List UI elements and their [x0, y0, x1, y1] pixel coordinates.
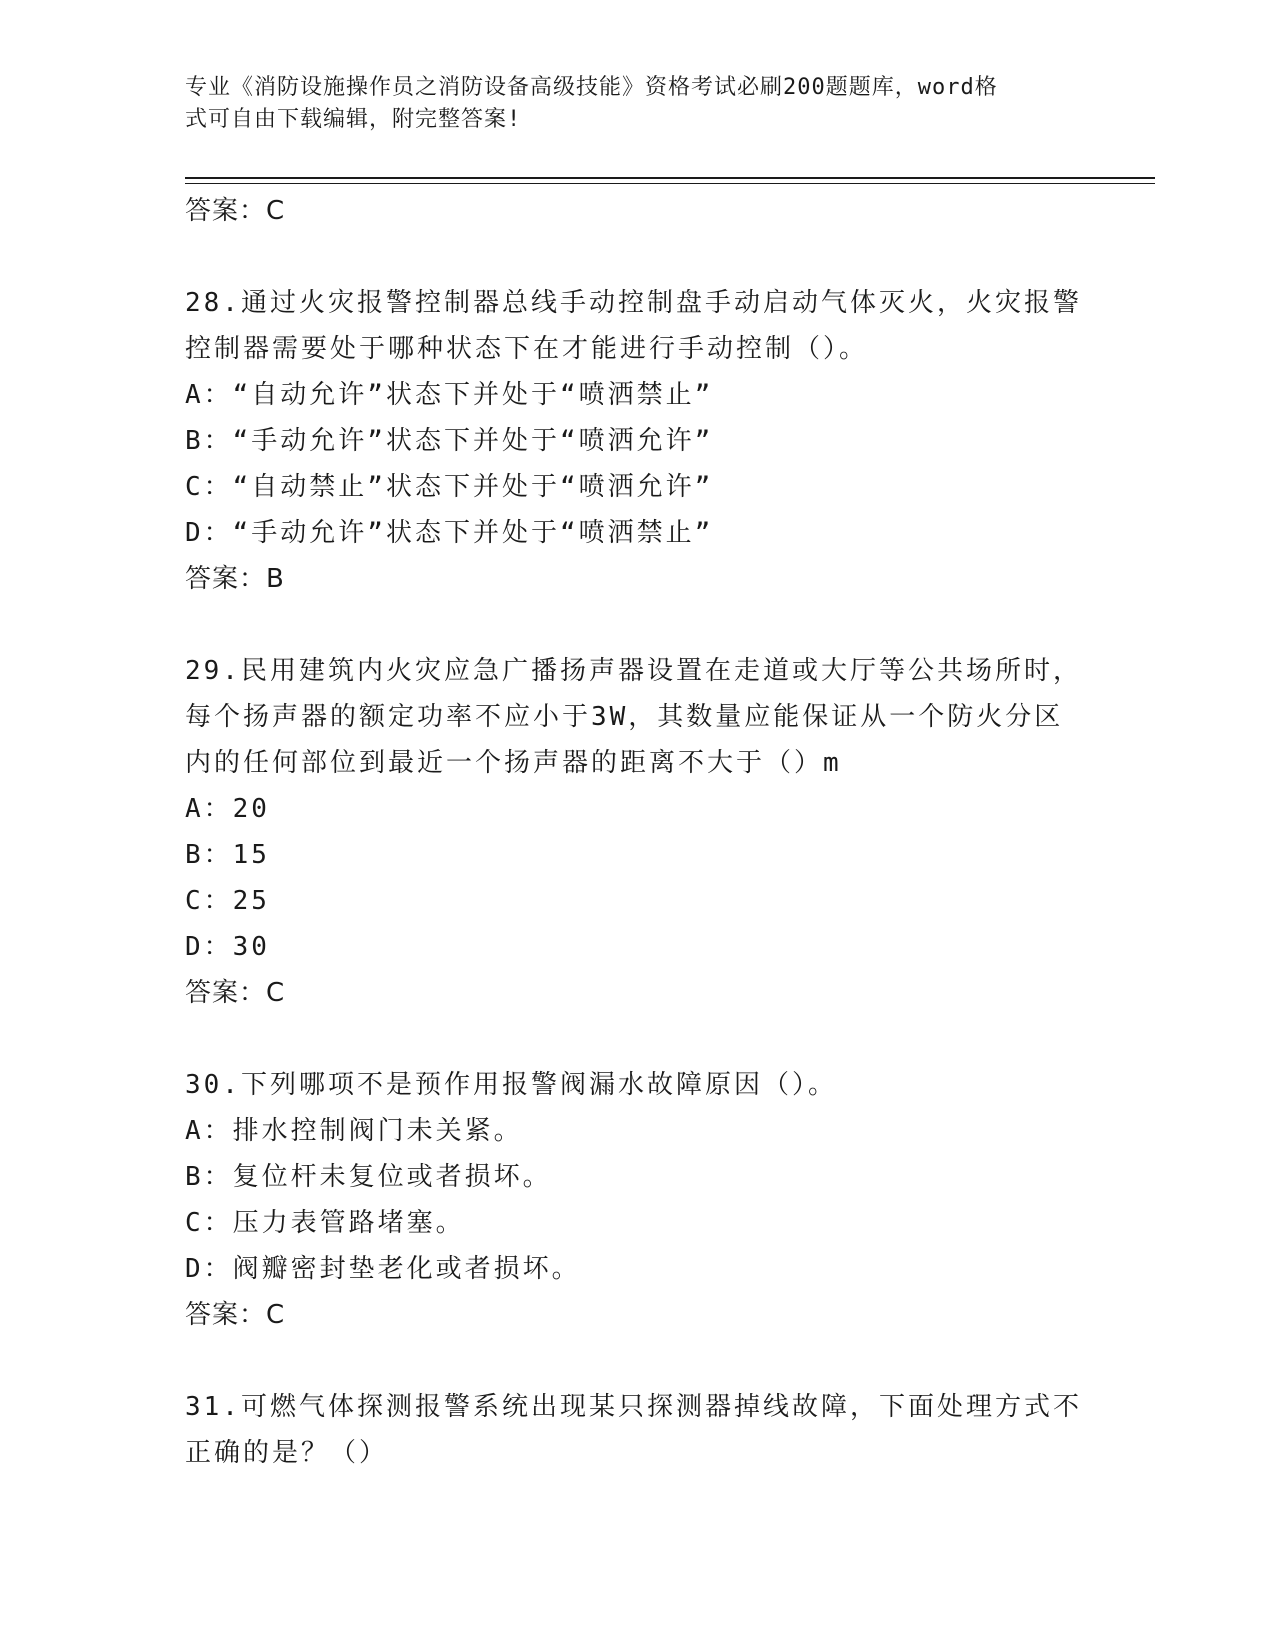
option-b: B：“手动允许”状态下并处于“喷洒允许” [185, 426, 714, 456]
question-stem-line: 28.通过火灾报警控制器总线手动控制盘手动启动气体灭火，火灾报警 [185, 288, 1082, 318]
answer: 答案：B [185, 564, 285, 594]
question-stem-line: 内的任何部位到最近一个扬声器的距离不大于（）m [185, 748, 842, 778]
option-a: A：“自动允许”状态下并处于“喷洒禁止” [185, 380, 714, 410]
header-line-2: 式可自由下载编辑，附完整答案! [185, 107, 522, 132]
spacer [185, 1016, 1155, 1062]
question-stem-line: 30.下列哪项不是预作用报警阀漏水故障原因（）。 [185, 1070, 837, 1100]
spacer [185, 602, 1155, 648]
document-page [185, 0, 1155, 1650]
document-header [185, 72, 1085, 136]
question-stem-line: 每个扬声器的额定功率不应小于3W，其数量应能保证从一个防火分区 [185, 702, 1064, 732]
question-30 [185, 1062, 1155, 1338]
answer: 答案：C [185, 1300, 286, 1330]
question-28 [185, 280, 1155, 602]
previous-answer: 答案：C [185, 196, 286, 226]
option-c: C：25 [185, 886, 270, 916]
question-29 [185, 648, 1155, 1016]
option-b: B：15 [185, 840, 270, 870]
option-a: A：20 [185, 794, 270, 824]
header-divider-thick [185, 177, 1155, 179]
spacer [185, 1338, 1155, 1384]
spacer [185, 234, 1155, 280]
answer: 答案：C [185, 978, 286, 1008]
option-c: C：压力表管路堵塞。 [185, 1208, 465, 1238]
header-line-1: 专业《消防设施操作员之消防设备高级技能》资格考试必刷200题题库，word格 [185, 75, 998, 100]
option-d: D：“手动允许”状态下并处于“喷洒禁止” [185, 518, 714, 548]
option-d: D：阀瓣密封垫老化或者损坏。 [185, 1254, 581, 1284]
question-stem-line: 控制器需要处于哪种状态下在才能进行手动控制（）。 [185, 334, 869, 364]
option-d: D：30 [185, 932, 270, 962]
option-b: B：复位杆未复位或者损坏。 [185, 1162, 552, 1192]
question-stem-line: 31.可燃气体探测报警系统出现某只探测器掉线故障，下面处理方式不 [185, 1392, 1082, 1422]
question-stem-line: 正确的是？（） [185, 1438, 389, 1468]
header-divider-thin [185, 183, 1155, 184]
option-a: A：排水控制阀门未关紧。 [185, 1116, 523, 1146]
option-c: C：“自动禁止”状态下并处于“喷洒允许” [185, 472, 714, 502]
document-body [185, 188, 1155, 1476]
question-stem-line: 29.民用建筑内火灾应急广播扬声器设置在走道或大厅等公共场所时， [185, 656, 1082, 686]
question-31 [185, 1384, 1155, 1476]
